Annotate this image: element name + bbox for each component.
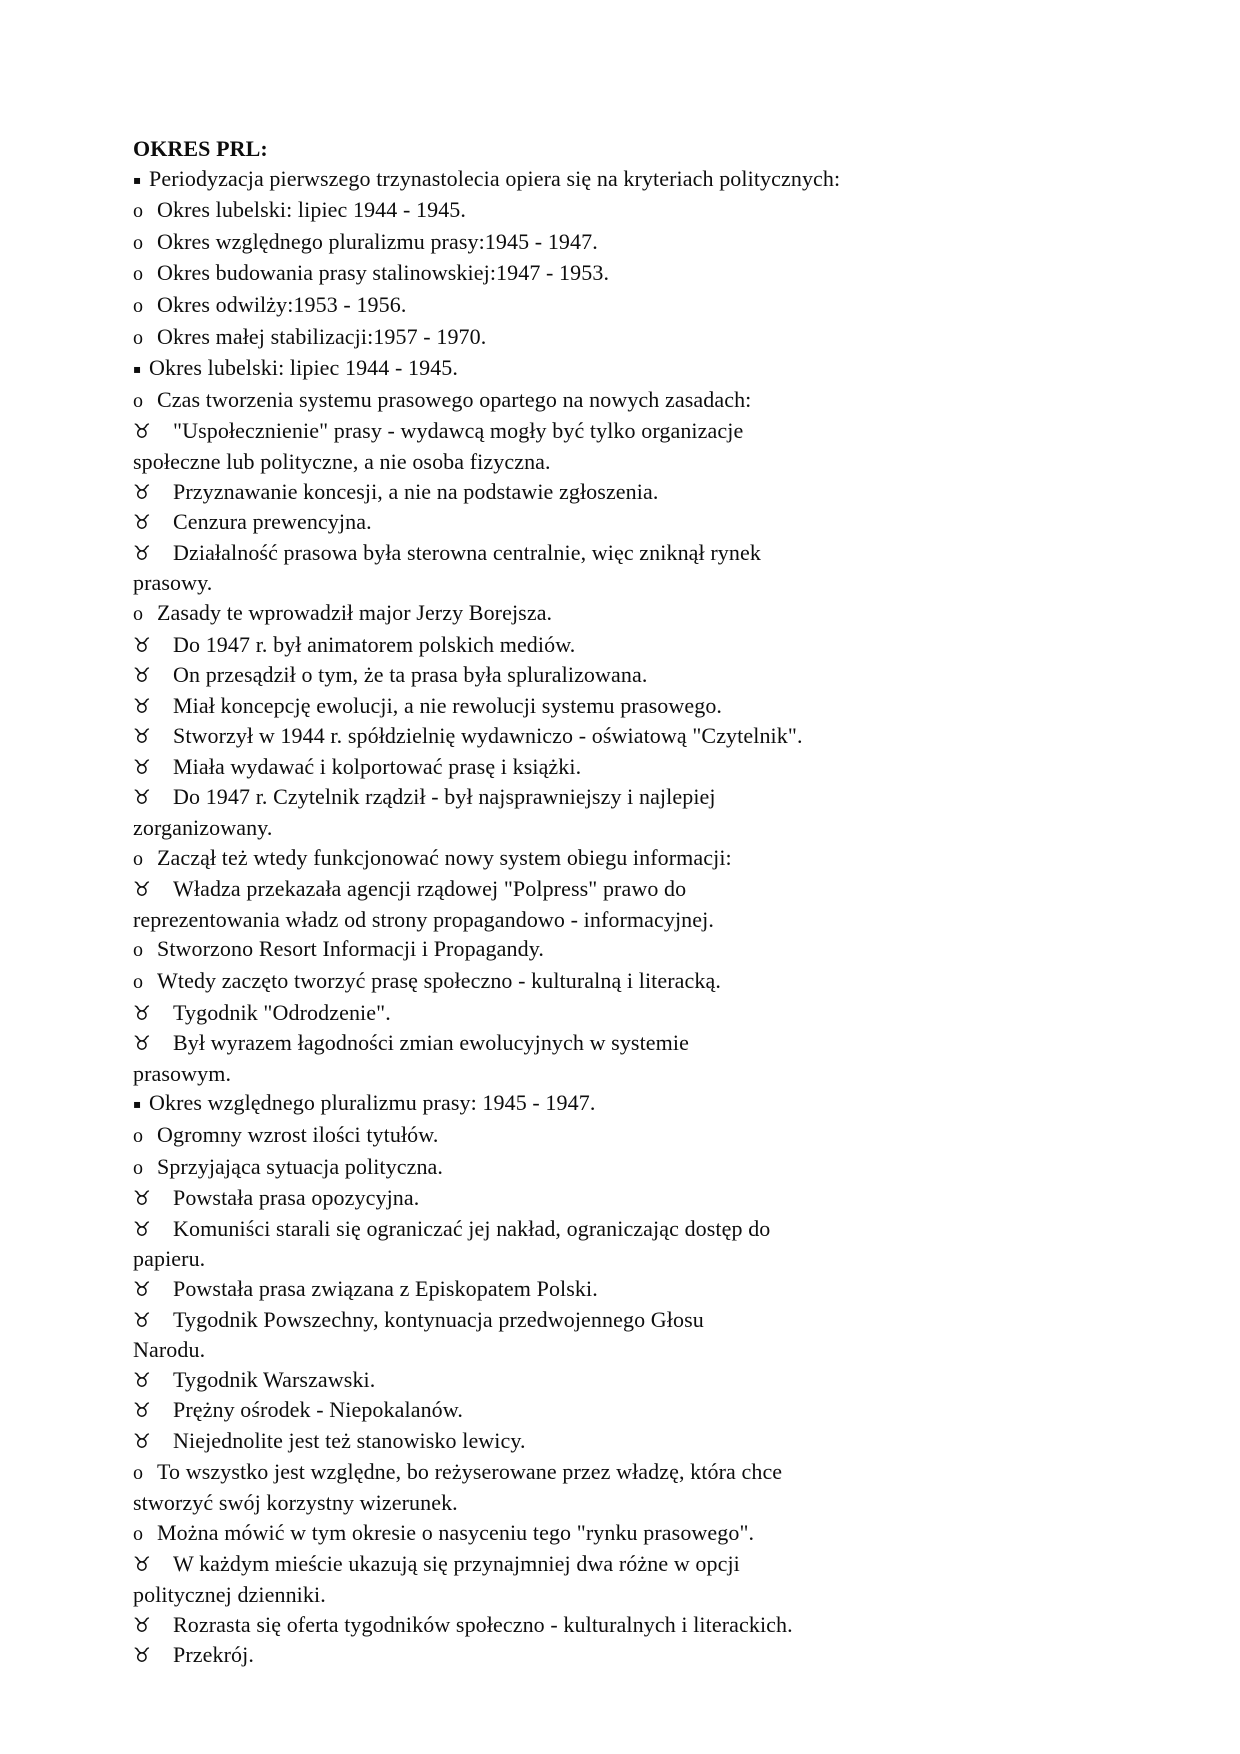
circle-bullet-icon: o	[133, 971, 144, 994]
list-item	[133, 1088, 1133, 1120]
list-item	[133, 1549, 1133, 1580]
list-item	[133, 630, 1133, 661]
taurus-bullet-icon: ♉	[133, 540, 152, 565]
circle-bullet-icon: o	[133, 602, 144, 625]
taurus-bullet-icon: ♉	[133, 693, 152, 718]
list-item-text: To wszystko jest względne, bo reżyserowane przez władzę, która chce	[157, 1458, 783, 1484]
list-item-text: Rozrasta się oferta tygodników społeczno - kulturalnych i literackich.	[173, 1611, 793, 1637]
list-item-continuation	[133, 1488, 1133, 1518]
taurus-bullet-icon: ♉	[133, 1428, 152, 1453]
list-item-text: Działalność prasowa była sterowna centralnie, więc zniknął rynek	[173, 539, 761, 565]
list-item	[133, 598, 1133, 630]
list-item-text: papieru.	[133, 1246, 206, 1272]
list-item	[133, 353, 1133, 385]
list-item	[133, 1395, 1133, 1426]
list-item	[133, 1640, 1133, 1671]
list-item-text: Władza przekazała agencji rządowej "Polpress" prawo do	[173, 876, 687, 902]
list-item-text: Stworzył w 1944 r. spółdzielnię wydawniczo - oświatową "Czytelnik".	[173, 723, 803, 749]
taurus-bullet-icon: ♉	[133, 632, 152, 657]
list-item-text: Miał koncepcję ewolucji, a nie rewolucji systemu prasowego.	[173, 692, 723, 718]
square-bullet-icon: ▪	[133, 362, 142, 377]
list-item-text: Zaczął też wtedy funkcjonować nowy system obiegu informacji:	[157, 844, 732, 870]
list-item-text: Powstała prasa opozycyjna.	[173, 1185, 420, 1211]
list-item-continuation	[133, 813, 1133, 843]
list-item-continuation	[133, 1335, 1133, 1365]
taurus-bullet-icon: ♉	[133, 663, 152, 688]
list-item-text: Okres względnego pluralizmu prasy:1945 - 1947.	[157, 228, 598, 254]
list-item	[133, 1518, 1133, 1550]
list-item-text: Narodu.	[133, 1337, 206, 1363]
list-item-text: reprezentowania władz od strony propagandowo - informacyjnej.	[133, 906, 714, 932]
list-item-text: Wtedy zaczęto tworzyć prasę społeczno - kulturalną i literacką.	[157, 968, 721, 994]
list-item	[133, 322, 1133, 354]
list-item	[133, 477, 1133, 508]
list-item-text: Niejednolite jest też stanowisko lewicy.	[173, 1427, 526, 1453]
taurus-bullet-icon: ♉	[133, 1398, 152, 1423]
list-item	[133, 721, 1133, 752]
taurus-bullet-icon: ♉	[133, 1367, 152, 1392]
list-item-continuation	[133, 568, 1133, 598]
list-item	[133, 1274, 1133, 1305]
list-item-text: "Uspołecznienie" prasy - wydawcą mogły być tylko organizacje	[173, 418, 744, 444]
list-item	[133, 1183, 1133, 1214]
list-item-text: Okres małej stabilizacji:1957 - 1970.	[157, 323, 487, 349]
document-content	[133, 134, 1133, 1671]
list-item-continuation	[133, 1244, 1133, 1274]
list-item-text: Tygodnik Warszawski.	[173, 1366, 376, 1392]
list-item-text: Do 1947 r. był animatorem polskich mediów.	[173, 631, 576, 657]
taurus-bullet-icon: ♉	[133, 1276, 152, 1301]
list-item-text: politycznej dzienniki.	[133, 1581, 326, 1607]
list-item	[133, 1214, 1133, 1245]
list-item-text: Zasady te wprowadził major Jerzy Borejsza.	[157, 599, 553, 625]
taurus-bullet-icon: ♉	[133, 1643, 152, 1668]
list-item	[133, 416, 1133, 447]
list-item-text: Przyznawanie koncesji, a nie na podstawie zgłoszenia.	[173, 478, 659, 504]
taurus-bullet-icon: ♉	[133, 1000, 152, 1025]
list-item	[133, 164, 1133, 196]
circle-bullet-icon: o	[133, 326, 144, 349]
list-item	[133, 507, 1133, 538]
list-item-text: Okres lubelski: lipiec 1944 - 1945.	[149, 355, 459, 381]
list-item	[133, 538, 1133, 569]
taurus-bullet-icon: ♉	[133, 785, 152, 810]
list-item	[133, 998, 1133, 1029]
list-item-continuation	[133, 447, 1133, 477]
list-item-text: Ogromny wzrost ilości tytułów.	[157, 1122, 439, 1147]
taurus-bullet-icon: ♉	[133, 1031, 152, 1056]
list-item	[133, 874, 1133, 905]
list-item-text: Czas tworzenia systemu prasowego opartego na nowych zasadach:	[157, 386, 752, 412]
list-item-text: Przekrój.	[173, 1642, 254, 1668]
list-item	[133, 934, 1133, 966]
list-item	[133, 966, 1133, 998]
list-item-text: W każdym mieście ukazują się przynajmniej dwa różne w opcji	[173, 1551, 740, 1577]
list-item	[133, 227, 1133, 259]
list-item-text: Można mówić w tym okresie o nasyceniu tego "rynku prasowego".	[157, 1519, 755, 1545]
list-item	[133, 1457, 1133, 1489]
list-item-text: Okres lubelski: lipiec 1944 - 1945.	[157, 197, 467, 223]
list-item-text: Miała wydawać i kolportować prasę i książki.	[173, 753, 582, 779]
list-item-text: stworzyć swój korzystny wizerunek.	[133, 1490, 458, 1516]
list-item-text: Okres budowania prasy stalinowskiej:1947 - 1953.	[157, 260, 610, 286]
circle-bullet-icon: o	[133, 1156, 144, 1179]
list-item	[133, 691, 1133, 722]
list-item	[133, 1610, 1133, 1641]
list-item-text: Tygodnik Powszechny, kontynuacja przedwojennego Głosu	[173, 1306, 704, 1332]
taurus-bullet-icon: ♉	[133, 419, 152, 444]
taurus-bullet-icon: ♉	[133, 510, 152, 535]
list-item-text: Periodyzacja pierwszego trzynastolecia opiera się na kryteriach politycznych:	[149, 165, 841, 191]
taurus-bullet-icon: ♉	[133, 1186, 152, 1211]
taurus-bullet-icon: ♉	[133, 724, 152, 749]
list-item-text: Stworzono Resort Informacji i Propagandy.	[157, 936, 544, 962]
list-item-text: Okres odwilży:1953 - 1956.	[157, 291, 407, 317]
circle-bullet-icon: o	[133, 200, 144, 223]
square-bullet-icon: ▪	[133, 172, 142, 187]
circle-bullet-icon: o	[133, 231, 144, 254]
list-item	[133, 843, 1133, 875]
document-title: OKRES PRL:	[133, 136, 268, 161]
list-item-text: prasowy.	[133, 570, 213, 596]
list-item-text: społeczne lub polityczne, a nie osoba fizyczna.	[133, 448, 551, 474]
list-item	[133, 752, 1133, 783]
list-item-text: Cenzura prewencyjna.	[173, 509, 372, 535]
square-bullet-icon: ▪	[133, 1097, 142, 1112]
circle-bullet-icon: o	[133, 263, 144, 286]
list-item	[133, 1152, 1133, 1184]
list-item-text: Powstała prasa związana z Episkopatem Polski.	[173, 1275, 598, 1301]
list-item	[133, 1120, 1133, 1152]
list-item-text: Sprzyjająca sytuacja polityczna.	[157, 1153, 444, 1179]
taurus-bullet-icon: ♉	[133, 754, 152, 779]
list-item-text: Był wyrazem łagodności zmian ewolucyjnych w systemie	[173, 1030, 689, 1056]
list-item	[133, 1365, 1133, 1396]
taurus-bullet-icon: ♉	[133, 877, 152, 902]
circle-bullet-icon: o	[133, 294, 144, 317]
bullet-list	[133, 164, 1133, 1671]
list-item	[133, 385, 1133, 417]
circle-bullet-icon: o	[133, 1125, 144, 1147]
circle-bullet-icon: o	[133, 1461, 144, 1484]
list-item-continuation	[133, 1059, 1133, 1089]
taurus-bullet-icon: ♉	[133, 479, 152, 504]
list-item	[133, 290, 1133, 322]
circle-bullet-icon: o	[133, 389, 144, 412]
taurus-bullet-icon: ♉	[133, 1307, 152, 1332]
list-item-text: prasowym.	[133, 1060, 232, 1086]
list-item	[133, 782, 1133, 813]
list-item-text: Tygodnik "Odrodzenie".	[173, 999, 391, 1025]
list-item-text: zorganizowany.	[133, 815, 273, 841]
taurus-bullet-icon: ♉	[133, 1552, 152, 1577]
list-item-continuation	[133, 905, 1133, 935]
list-item-text: Komuniści starali się ograniczać jej nakład, ograniczając dostęp do	[173, 1215, 771, 1241]
list-item-continuation	[133, 1580, 1133, 1610]
taurus-bullet-icon: ♉	[133, 1216, 152, 1241]
taurus-bullet-icon: ♉	[133, 1612, 152, 1637]
list-item	[133, 1426, 1133, 1457]
list-item	[133, 1305, 1133, 1336]
list-item	[133, 258, 1133, 290]
list-item-text: Okres względnego pluralizmu prasy: 1945 - 1947.	[149, 1090, 596, 1116]
list-item-text: On przesądził o tym, że ta prasa była spluralizowana.	[173, 662, 648, 688]
circle-bullet-icon: o	[133, 939, 144, 962]
list-item-text: Do 1947 r. Czytelnik rządził - był najsprawniejszy i najlepiej	[173, 784, 716, 810]
circle-bullet-icon: o	[133, 1522, 144, 1545]
list-item	[133, 660, 1133, 691]
list-item	[133, 195, 1133, 227]
list-item	[133, 1028, 1133, 1059]
circle-bullet-icon: o	[133, 847, 144, 870]
list-item-text: Prężny ośrodek - Niepokalanów.	[173, 1397, 463, 1423]
